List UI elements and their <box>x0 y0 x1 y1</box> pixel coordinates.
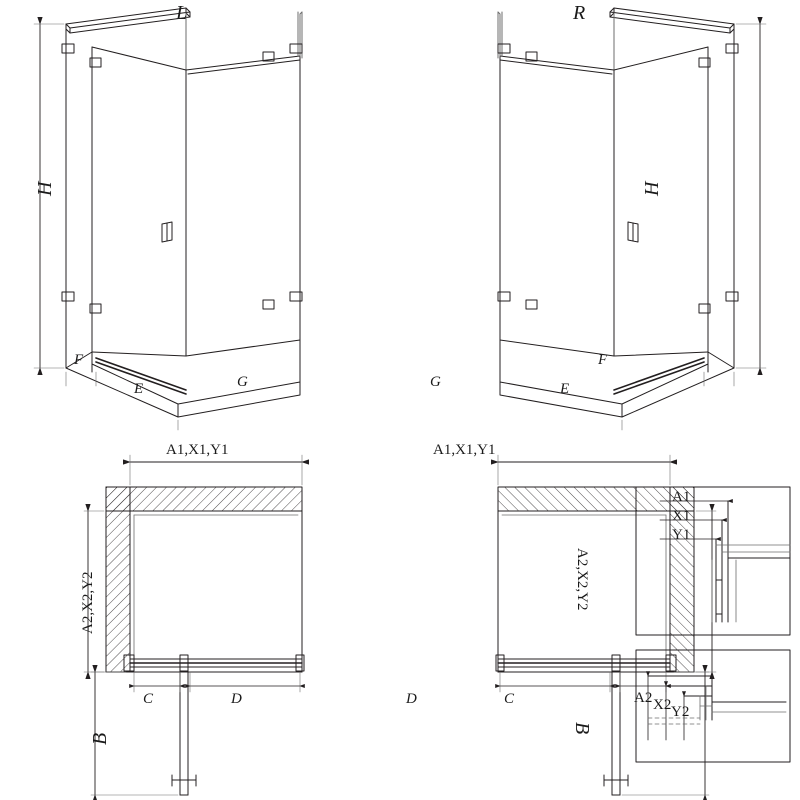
plan-right-label-d: D <box>406 691 417 707</box>
plan-left-label-c: C <box>143 691 154 707</box>
title-left-variant: L <box>176 2 188 24</box>
plan-left-label-d: D <box>231 691 242 707</box>
iso-right-assembly <box>498 8 766 430</box>
plan-right-swing-dimension: B <box>571 722 593 735</box>
plan-right <box>496 455 716 795</box>
plan-right-top-dimension: A1,X1,Y1 <box>433 442 496 458</box>
detail-top-label-y1: Y1 <box>672 527 691 543</box>
detail-bottom-label-x2: X2 <box>653 697 672 713</box>
iso-right-label-f: F <box>598 352 608 368</box>
iso-left-label-e: E <box>134 381 144 397</box>
detail-bottom-label-a2: A2 <box>634 690 653 706</box>
iso-right-label-e: E <box>560 381 570 397</box>
plan-right-label-c: C <box>504 691 515 707</box>
iso-right-label-g: G <box>430 374 441 390</box>
plan-left-top-dimension: A1,X1,Y1 <box>166 442 229 458</box>
plan-right-side-dimension: A2,X2,Y2 <box>574 548 590 611</box>
plan-left-side-dimension: A2,X2,Y2 <box>80 571 96 634</box>
plan-left <box>84 455 304 795</box>
detail-top-label-a1: A1 <box>672 489 691 505</box>
iso-left-height-label: H <box>34 181 56 196</box>
iso-left-label-f: F <box>74 352 84 368</box>
iso-right-height-label: H <box>641 181 663 196</box>
detail-top-label-x1: X1 <box>672 508 691 524</box>
title-right-variant: R <box>573 2 586 24</box>
iso-left-label-g: G <box>237 374 248 390</box>
plan-left-swing-dimension: B <box>89 732 111 745</box>
detail-bottom-label-y2: Y2 <box>671 704 690 720</box>
